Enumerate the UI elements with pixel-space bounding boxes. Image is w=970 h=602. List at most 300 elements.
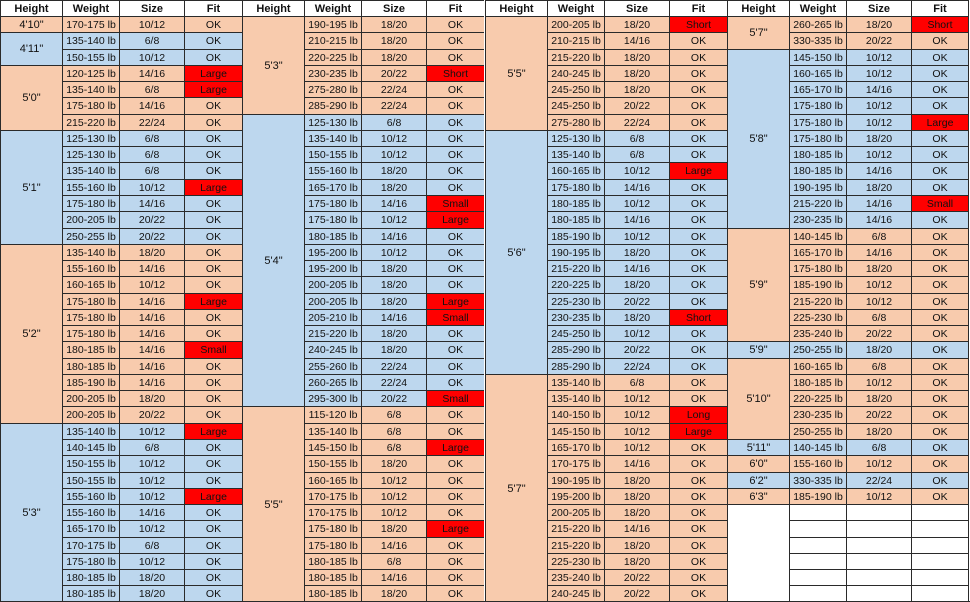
- size-cell: 10/12: [361, 146, 426, 162]
- fit-cell: OK: [669, 488, 727, 504]
- weight-cell: 145-150 lb: [789, 49, 846, 65]
- fit-cell: OK: [426, 423, 484, 439]
- size-cell: 14/16: [604, 179, 669, 195]
- size-cell: 10/12: [846, 114, 911, 130]
- fit-cell: OK: [669, 358, 727, 374]
- size-cell: 10/12: [119, 49, 184, 65]
- weight-cell: 140-150 lb: [547, 406, 604, 423]
- size-cell: 10/12: [361, 472, 426, 488]
- fit-cell: Large: [426, 211, 484, 228]
- weight-cell: 190-195 lb: [304, 16, 361, 32]
- fit-cell: OK: [184, 211, 242, 228]
- fit-cell: OK: [669, 114, 727, 130]
- fit-cell: OK: [184, 49, 242, 65]
- weight-header: Weight: [547, 0, 604, 16]
- height-cell: 5'7": [485, 374, 547, 602]
- weight-cell: 150-155 lb: [62, 472, 119, 488]
- fit-cell: Short: [669, 16, 727, 32]
- size-cell: 6/8: [604, 374, 669, 390]
- size-cell: 14/16: [604, 32, 669, 49]
- weight-cell: 135-140 lb: [62, 81, 119, 97]
- size-cell: 18/20: [604, 276, 669, 293]
- fit-cell: OK: [911, 293, 969, 309]
- size-cell: 10/12: [846, 146, 911, 162]
- fit-cell: OK: [669, 504, 727, 520]
- fit-cell: Large: [184, 293, 242, 309]
- fit-cell: OK: [911, 276, 969, 293]
- weight-cell: 240-245 lb: [547, 585, 604, 602]
- size-cell: 18/20: [604, 504, 669, 520]
- height-cell: 5'5": [485, 16, 547, 130]
- fit-cell: OK: [911, 65, 969, 81]
- size-cell: 10/12: [604, 423, 669, 439]
- size-cell: 14/16: [119, 374, 184, 390]
- fit-cell: OK: [669, 585, 727, 602]
- fit-cell: OK: [426, 228, 484, 244]
- height-cell: 5'11": [727, 439, 789, 455]
- weight-cell: 140-145 lb: [789, 228, 846, 244]
- size-cell: 6/8: [846, 358, 911, 374]
- height-cell: 5'10": [727, 358, 789, 439]
- weight-cell: 135-140 lb: [547, 146, 604, 162]
- weight-cell: 135-140 lb: [304, 423, 361, 439]
- size-cell: 10/12: [604, 228, 669, 244]
- size-cell: 18/20: [846, 179, 911, 195]
- weight-cell: 275-280 lb: [547, 114, 604, 130]
- fit-cell: OK: [426, 455, 484, 472]
- weight-cell: 185-190 lb: [547, 228, 604, 244]
- weight-cell: 175-180 lb: [789, 130, 846, 146]
- fit-cell: OK: [911, 228, 969, 244]
- size-cell: 18/20: [846, 341, 911, 358]
- weight-cell: 250-255 lb: [789, 423, 846, 439]
- fit-cell: OK: [911, 439, 969, 455]
- weight-cell: 225-230 lb: [789, 309, 846, 325]
- height-cell: 5'3": [0, 423, 62, 602]
- fit-cell: OK: [184, 114, 242, 130]
- size-cell: 10/12: [361, 211, 426, 228]
- empty-cell: [846, 569, 911, 585]
- height-cell: 6'0": [727, 455, 789, 472]
- size-cell: 20/22: [119, 406, 184, 423]
- size-cell: 18/20: [361, 260, 426, 276]
- weight-cell: 140-145 lb: [62, 439, 119, 455]
- weight-cell: 200-205 lb: [62, 390, 119, 406]
- fit-cell: OK: [911, 130, 969, 146]
- fit-cell: OK: [669, 374, 727, 390]
- weight-cell: 135-140 lb: [304, 130, 361, 146]
- fit-cell: OK: [184, 472, 242, 488]
- weight-cell: 215-220 lb: [547, 520, 604, 537]
- weight-cell: 215-220 lb: [547, 49, 604, 65]
- fit-cell: OK: [426, 81, 484, 97]
- fit-cell: OK: [184, 325, 242, 341]
- fit-cell: OK: [669, 179, 727, 195]
- size-cell: 14/16: [361, 309, 426, 325]
- size-cell: 22/24: [361, 97, 426, 114]
- size-cell: 18/20: [846, 423, 911, 439]
- weight-cell: 260-265 lb: [304, 374, 361, 390]
- fit-cell: OK: [669, 293, 727, 309]
- weight-cell: 145-150 lb: [547, 423, 604, 439]
- size-cell: 10/12: [119, 488, 184, 504]
- fit-cell: OK: [911, 179, 969, 195]
- size-cell: 14/16: [846, 162, 911, 179]
- fit-cell: OK: [426, 406, 484, 423]
- weight-cell: 275-280 lb: [304, 81, 361, 97]
- fit-cell: OK: [911, 211, 969, 228]
- size-cell: 10/12: [846, 97, 911, 114]
- fit-cell: OK: [669, 97, 727, 114]
- empty-cell: [846, 520, 911, 537]
- size-cell: 10/12: [119, 16, 184, 32]
- fit-cell: Large: [184, 488, 242, 504]
- fit-cell: Large: [184, 65, 242, 81]
- weight-cell: 285-290 lb: [547, 341, 604, 358]
- size-cell: 10/12: [604, 162, 669, 179]
- weight-cell: 230-235 lb: [304, 65, 361, 81]
- fit-cell: OK: [669, 553, 727, 569]
- size-cell: 20/22: [604, 293, 669, 309]
- size-cell: 14/16: [604, 520, 669, 537]
- size-cell: 18/20: [119, 390, 184, 406]
- fit-cell: OK: [669, 195, 727, 211]
- fit-cell: OK: [426, 114, 484, 130]
- fit-cell: OK: [184, 439, 242, 455]
- size-cell: 10/12: [604, 195, 669, 211]
- weight-cell: 135-140 lb: [62, 423, 119, 439]
- size-cell: 14/16: [846, 195, 911, 211]
- size-cell: 6/8: [846, 228, 911, 244]
- fit-cell: OK: [911, 455, 969, 472]
- fit-cell: OK: [911, 244, 969, 260]
- weight-cell: 175-180 lb: [62, 309, 119, 325]
- weight-cell: 295-300 lb: [304, 390, 361, 406]
- fit-cell: OK: [669, 537, 727, 553]
- weight-cell: 240-245 lb: [547, 65, 604, 81]
- fit-cell: OK: [669, 32, 727, 49]
- fit-cell: OK: [426, 537, 484, 553]
- fit-cell: OK: [184, 537, 242, 553]
- size-cell: 18/20: [119, 585, 184, 602]
- size-header: Size: [846, 0, 911, 16]
- fit-cell: OK: [669, 390, 727, 406]
- weight-cell: 155-160 lb: [62, 504, 119, 520]
- size-cell: 10/12: [119, 179, 184, 195]
- size-cell: 6/8: [361, 114, 426, 130]
- weight-cell: 195-200 lb: [304, 244, 361, 260]
- fit-cell: OK: [669, 81, 727, 97]
- fit-cell: OK: [426, 325, 484, 341]
- weight-cell: 200-205 lb: [547, 504, 604, 520]
- weight-cell: 195-200 lb: [547, 488, 604, 504]
- size-cell: 18/20: [846, 16, 911, 32]
- fit-cell: OK: [426, 162, 484, 179]
- fit-cell: OK: [184, 569, 242, 585]
- size-cell: 10/12: [846, 65, 911, 81]
- weight-cell: 250-255 lb: [62, 228, 119, 244]
- weight-cell: 175-180 lb: [789, 260, 846, 276]
- size-cell: 6/8: [604, 146, 669, 162]
- size-cell: 14/16: [361, 228, 426, 244]
- weight-header: Weight: [789, 0, 846, 16]
- fit-cell: OK: [669, 260, 727, 276]
- weight-cell: 180-185 lb: [789, 162, 846, 179]
- fit-cell: OK: [184, 455, 242, 472]
- fit-cell: OK: [669, 244, 727, 260]
- weight-cell: 180-185 lb: [789, 146, 846, 162]
- fit-cell: OK: [426, 49, 484, 65]
- height-cell: 5'2": [0, 244, 62, 423]
- weight-cell: 120-125 lb: [62, 65, 119, 81]
- size-cell: 18/20: [604, 244, 669, 260]
- size-cell: 18/20: [604, 488, 669, 504]
- size-cell: 18/20: [604, 537, 669, 553]
- fit-cell: OK: [669, 228, 727, 244]
- weight-cell: 230-235 lb: [547, 309, 604, 325]
- weight-cell: 195-200 lb: [304, 260, 361, 276]
- fit-cell: OK: [911, 81, 969, 97]
- size-cell: 6/8: [361, 423, 426, 439]
- weight-cell: 240-245 lb: [304, 341, 361, 358]
- weight-cell: 175-180 lb: [547, 179, 604, 195]
- empty-cell: [789, 585, 846, 602]
- weight-cell: 170-175 lb: [304, 488, 361, 504]
- size-cell: 18/20: [361, 276, 426, 293]
- empty-cell: [846, 585, 911, 602]
- size-cell: 18/20: [361, 49, 426, 65]
- height-cell: 5'3": [242, 16, 304, 114]
- size-cell: 10/12: [846, 374, 911, 390]
- weight-cell: 125-130 lb: [62, 146, 119, 162]
- weight-cell: 155-160 lb: [62, 179, 119, 195]
- size-cell: 6/8: [846, 439, 911, 455]
- fit-cell: OK: [426, 341, 484, 358]
- fit-cell: Large: [426, 293, 484, 309]
- weight-cell: 215-220 lb: [789, 195, 846, 211]
- fit-cell: OK: [184, 146, 242, 162]
- fit-cell: OK: [911, 390, 969, 406]
- size-cell: 14/16: [119, 195, 184, 211]
- weight-cell: 125-130 lb: [304, 114, 361, 130]
- size-cell: 20/22: [604, 585, 669, 602]
- size-cell: 14/16: [846, 81, 911, 97]
- fit-cell: OK: [426, 16, 484, 32]
- size-cell: 6/8: [119, 81, 184, 97]
- weight-header: Weight: [62, 0, 119, 16]
- weight-cell: 170-175 lb: [62, 537, 119, 553]
- size-cell: 18/20: [846, 260, 911, 276]
- weight-cell: 210-215 lb: [304, 32, 361, 49]
- weight-cell: 125-130 lb: [62, 130, 119, 146]
- weight-cell: 175-180 lb: [304, 211, 361, 228]
- fit-cell: OK: [911, 341, 969, 358]
- fit-cell: OK: [426, 179, 484, 195]
- empty-cell: [789, 553, 846, 569]
- size-cell: 14/16: [361, 569, 426, 585]
- weight-cell: 175-180 lb: [789, 114, 846, 130]
- size-cell: 14/16: [604, 211, 669, 228]
- fit-header: Fit: [911, 0, 969, 16]
- fit-cell: OK: [426, 276, 484, 293]
- fit-cell: OK: [911, 309, 969, 325]
- fit-cell: OK: [669, 341, 727, 358]
- size-cell: 14/16: [846, 211, 911, 228]
- size-cell: 6/8: [361, 406, 426, 423]
- weight-cell: 230-235 lb: [789, 406, 846, 423]
- weight-cell: 175-180 lb: [789, 97, 846, 114]
- size-cell: 6/8: [119, 146, 184, 162]
- height-header: Height: [727, 0, 789, 16]
- size-cell: 18/20: [604, 553, 669, 569]
- weight-cell: 140-145 lb: [789, 439, 846, 455]
- size-cell: 10/12: [119, 520, 184, 537]
- weight-cell: 185-190 lb: [62, 374, 119, 390]
- fit-cell: OK: [911, 325, 969, 341]
- fit-cell: OK: [911, 358, 969, 374]
- fit-cell: OK: [184, 553, 242, 569]
- size-cell: 10/12: [361, 504, 426, 520]
- weight-cell: 155-160 lb: [304, 162, 361, 179]
- empty-cell: [789, 504, 846, 520]
- size-cell: 10/12: [846, 293, 911, 309]
- height-cell: 5'6": [485, 130, 547, 374]
- fit-cell: OK: [184, 32, 242, 49]
- size-cell: 18/20: [604, 65, 669, 81]
- empty-cell: [727, 504, 789, 602]
- weight-cell: 200-205 lb: [62, 211, 119, 228]
- fit-cell: OK: [911, 472, 969, 488]
- weight-header: Weight: [304, 0, 361, 16]
- fit-cell: OK: [669, 520, 727, 537]
- size-cell: 20/22: [846, 406, 911, 423]
- size-cell: 14/16: [119, 358, 184, 374]
- size-cell: 18/20: [604, 472, 669, 488]
- weight-cell: 180-185 lb: [547, 195, 604, 211]
- fit-cell: Small: [426, 390, 484, 406]
- fit-cell: OK: [669, 211, 727, 228]
- size-cell: 20/22: [604, 569, 669, 585]
- size-cell: 10/12: [846, 488, 911, 504]
- weight-cell: 135-140 lb: [62, 162, 119, 179]
- fit-cell: OK: [669, 569, 727, 585]
- size-cell: 22/24: [846, 472, 911, 488]
- weight-cell: 135-140 lb: [62, 244, 119, 260]
- height-cell: 4'10": [0, 16, 62, 32]
- weight-cell: 165-170 lb: [789, 81, 846, 97]
- fit-cell: OK: [184, 228, 242, 244]
- weight-cell: 175-180 lb: [304, 537, 361, 553]
- weight-cell: 175-180 lb: [62, 293, 119, 309]
- weight-cell: 155-160 lb: [62, 260, 119, 276]
- weight-cell: 245-250 lb: [547, 81, 604, 97]
- fit-cell: OK: [184, 97, 242, 114]
- weight-cell: 225-230 lb: [547, 293, 604, 309]
- size-cell: 22/24: [604, 358, 669, 374]
- fit-cell: OK: [911, 97, 969, 114]
- weight-cell: 230-235 lb: [789, 211, 846, 228]
- fit-cell: OK: [184, 504, 242, 520]
- size-cell: 10/12: [604, 406, 669, 423]
- fit-cell: Large: [426, 439, 484, 455]
- weight-cell: 155-160 lb: [62, 488, 119, 504]
- fit-cell: OK: [911, 49, 969, 65]
- fit-cell: OK: [184, 276, 242, 293]
- weight-cell: 215-220 lb: [304, 325, 361, 341]
- weight-cell: 190-195 lb: [789, 179, 846, 195]
- weight-cell: 180-185 lb: [789, 374, 846, 390]
- size-cell: 20/22: [361, 390, 426, 406]
- size-cell: 10/12: [604, 325, 669, 341]
- size-cell: 20/22: [846, 32, 911, 49]
- weight-cell: 165-170 lb: [789, 244, 846, 260]
- weight-cell: 150-155 lb: [62, 455, 119, 472]
- weight-cell: 165-170 lb: [547, 439, 604, 455]
- fit-cell: Small: [911, 195, 969, 211]
- weight-cell: 205-210 lb: [304, 309, 361, 325]
- fit-cell: Long: [669, 406, 727, 423]
- fit-cell: Small: [426, 309, 484, 325]
- size-cell: 20/22: [361, 65, 426, 81]
- weight-cell: 135-140 lb: [547, 390, 604, 406]
- size-cell: 6/8: [361, 439, 426, 455]
- size-cell: 6/8: [119, 162, 184, 179]
- fit-cell: Large: [184, 179, 242, 195]
- size-cell: 18/20: [361, 179, 426, 195]
- size-cell: 10/12: [119, 423, 184, 439]
- size-cell: 14/16: [604, 260, 669, 276]
- fit-cell: OK: [184, 260, 242, 276]
- size-cell: 18/20: [604, 81, 669, 97]
- size-cell: 22/24: [361, 358, 426, 374]
- fit-cell: Short: [426, 65, 484, 81]
- size-cell: 10/12: [846, 276, 911, 293]
- weight-cell: 220-225 lb: [789, 390, 846, 406]
- size-cell: 14/16: [119, 97, 184, 114]
- weight-cell: 220-225 lb: [547, 276, 604, 293]
- fit-cell: Small: [426, 195, 484, 211]
- fit-cell: OK: [669, 65, 727, 81]
- fit-cell: OK: [426, 488, 484, 504]
- size-cell: 6/8: [119, 537, 184, 553]
- weight-cell: 180-185 lb: [62, 341, 119, 358]
- size-cell: 20/22: [846, 325, 911, 341]
- size-cell: 14/16: [119, 65, 184, 81]
- fit-cell: OK: [426, 97, 484, 114]
- height-header: Height: [242, 0, 304, 16]
- size-cell: 10/12: [846, 49, 911, 65]
- height-cell: 5'9": [727, 228, 789, 341]
- size-cell: 18/20: [361, 341, 426, 358]
- weight-cell: 330-335 lb: [789, 472, 846, 488]
- weight-cell: 225-230 lb: [547, 553, 604, 569]
- size-cell: 14/16: [119, 260, 184, 276]
- fit-cell: OK: [669, 276, 727, 293]
- size-cell: 14/16: [361, 195, 426, 211]
- size-cell: 6/8: [119, 130, 184, 146]
- fit-cell: OK: [669, 325, 727, 341]
- fit-cell: OK: [426, 585, 484, 602]
- fit-cell: OK: [911, 374, 969, 390]
- fit-cell: OK: [426, 260, 484, 276]
- weight-cell: 200-205 lb: [62, 406, 119, 423]
- fit-cell: Large: [669, 162, 727, 179]
- empty-cell: [911, 520, 969, 537]
- size-cell: 18/20: [604, 49, 669, 65]
- fit-cell: OK: [184, 309, 242, 325]
- weight-cell: 200-205 lb: [304, 293, 361, 309]
- weight-cell: 180-185 lb: [304, 585, 361, 602]
